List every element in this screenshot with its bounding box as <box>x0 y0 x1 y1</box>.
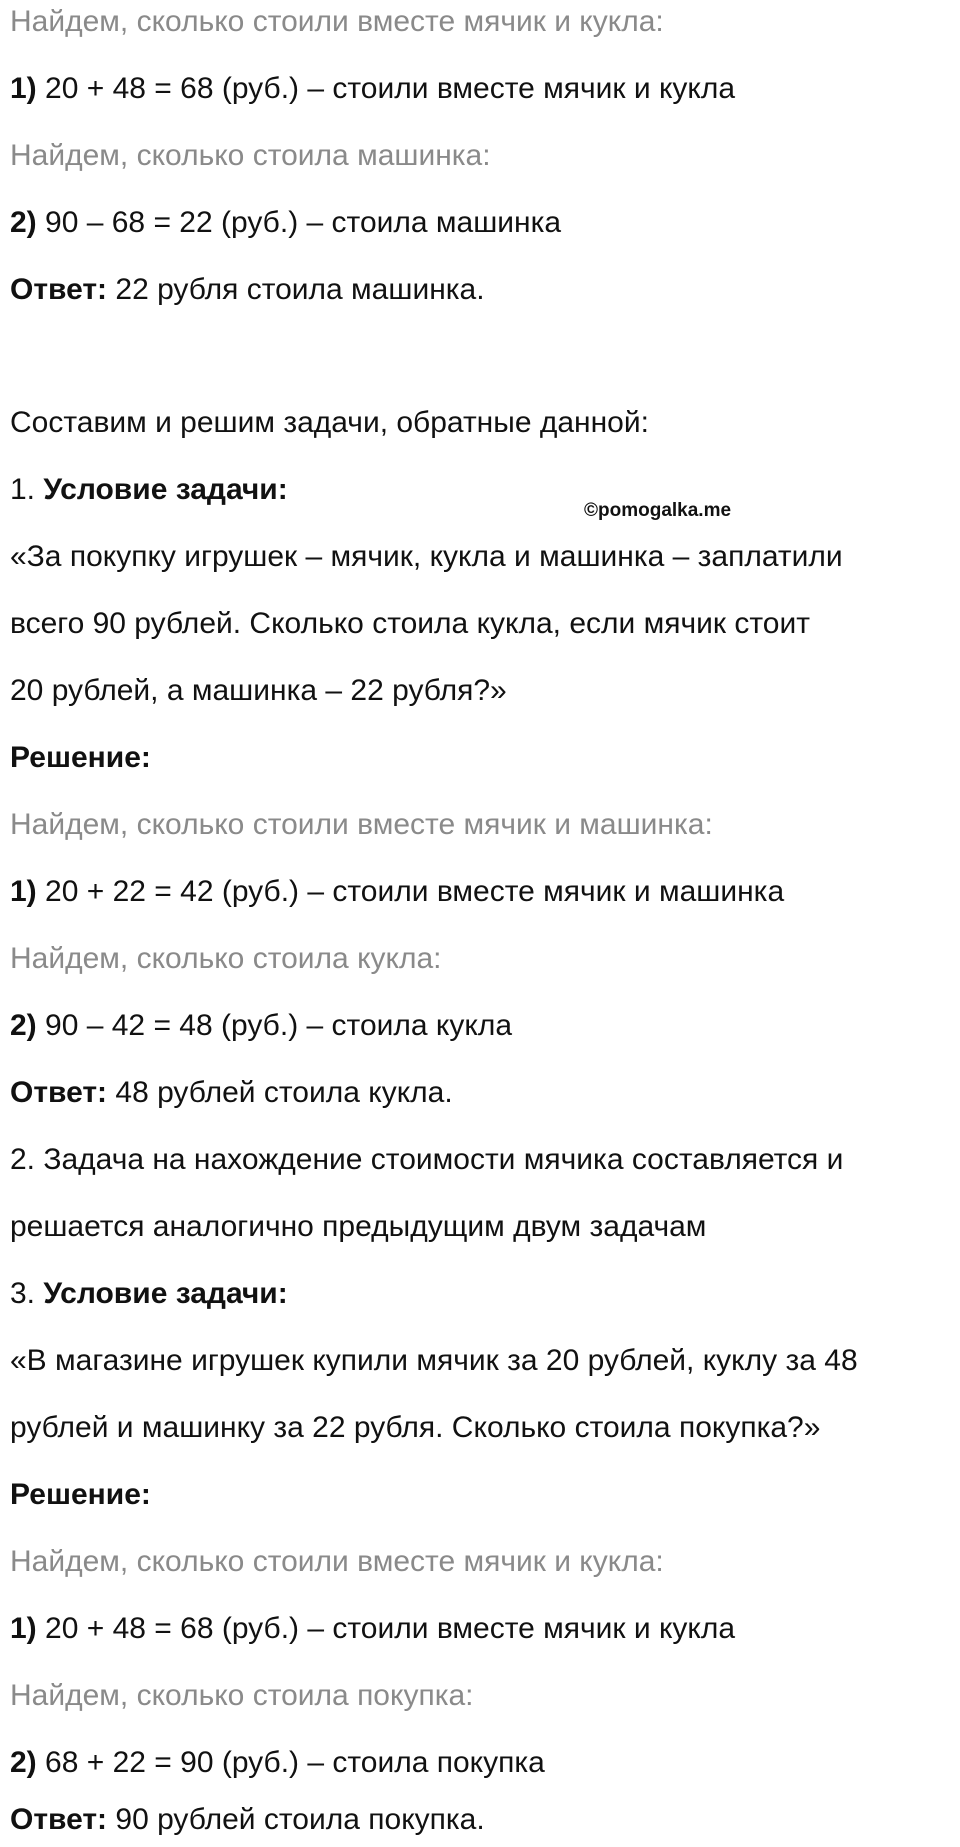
answer-line <box>10 1073 453 1113</box>
answer-text: 22 рубля стоила машинка. <box>107 273 485 306</box>
hint-line: Найдем, сколько стоила машинка: <box>10 139 491 172</box>
solution-step <box>10 203 561 243</box>
answer-label: Ответ: <box>10 273 108 306</box>
hint-line: Найдем, сколько стоила покупка: <box>10 1679 474 1712</box>
hint-line: Найдем, сколько стоили вместе мячик и кукла: <box>10 1545 664 1578</box>
step-number: 1) <box>10 875 37 908</box>
condition-line: «В магазине игрушек купили мячик за 20 рублей, куклу за 48 <box>10 1344 858 1377</box>
condition-line: всего 90 рублей. Сколько стоила кукла, если мячик стоит <box>10 607 810 640</box>
answer-line <box>10 270 485 310</box>
step-number: 2) <box>10 206 37 239</box>
solution-label-text: Решение: <box>10 741 151 774</box>
step-number: 2) <box>10 1009 37 1042</box>
step-text: 90 – 68 = 22 (руб.) – стоила машинка <box>36 206 562 239</box>
step-text: 20 + 48 = 68 (руб.) – стоили вместе мячик и кукла <box>36 1612 736 1645</box>
condition-label: Условие задачи: <box>43 473 288 506</box>
step-text: 20 + 48 = 68 (руб.) – стоили вместе мячик и кукла <box>36 72 736 105</box>
condition-line: «За покупку игрушек – мячик, кукла и машинка – заплатили <box>10 540 843 573</box>
step-number: 1) <box>10 1612 37 1645</box>
solution-step <box>10 1006 512 1046</box>
task-number: 3. <box>10 1277 44 1310</box>
solution-step <box>10 872 784 912</box>
answer-label: Ответ: <box>10 1803 108 1836</box>
watermark: ©pomogalka.me <box>584 500 732 521</box>
task2-line: 2. Задача на нахождение стоимости мячика составляется и <box>10 1143 844 1176</box>
solution-label-text: Решение: <box>10 1478 151 1511</box>
task-heading <box>10 470 288 510</box>
condition-line: рублей и машинку за 22 рубля. Сколько стоила покупка?» <box>10 1411 821 1444</box>
task-number: 1. <box>10 473 44 506</box>
step-text: 20 + 22 = 42 (руб.) – стоили вместе мячик и машинка <box>36 875 785 908</box>
solution-step <box>10 1743 545 1783</box>
step-text: 90 – 42 = 48 (руб.) – стоила кукла <box>36 1009 513 1042</box>
answer-text: 48 рублей стоила кукла. <box>107 1076 453 1109</box>
solution-label <box>10 738 151 778</box>
answer-line <box>10 1800 485 1840</box>
hint-line: Найдем, сколько стоила кукла: <box>10 942 442 975</box>
solution-step <box>10 1609 735 1649</box>
hint-line: Найдем, сколько стоили вместе мячик и машинка: <box>10 808 713 841</box>
answer-text: 90 рублей стоила покупка. <box>107 1803 485 1836</box>
answer-label: Ответ: <box>10 1076 108 1109</box>
condition-label: Условие задачи: <box>43 1277 288 1310</box>
hint-line: Найдем, сколько стоили вместе мячик и кукла: <box>10 5 664 38</box>
task2-line: решается аналогично предыдущим двум задачам <box>10 1210 707 1243</box>
solution-step <box>10 69 735 109</box>
condition-line: 20 рублей, а машинка – 22 рубля?» <box>10 674 507 707</box>
intro-line: Составим и решим задачи, обратные данной: <box>10 406 649 439</box>
task-heading <box>10 1274 288 1314</box>
solution-label <box>10 1475 151 1515</box>
step-number: 1) <box>10 72 37 105</box>
step-number: 2) <box>10 1746 37 1779</box>
step-text: 68 + 22 = 90 (руб.) – стоила покупка <box>36 1746 545 1779</box>
